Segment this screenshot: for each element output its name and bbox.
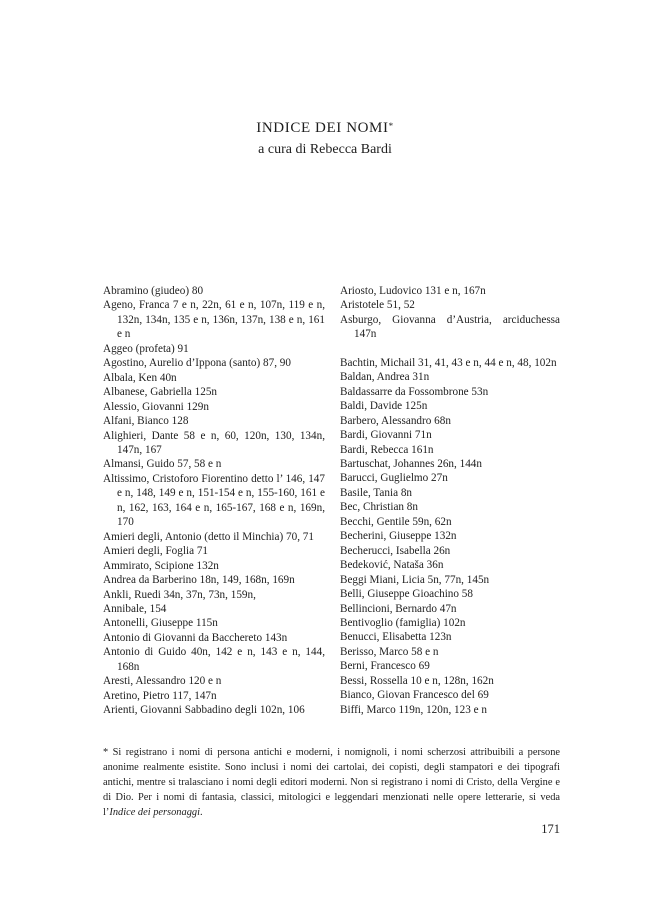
page-number: 171 <box>541 822 560 836</box>
index-entry: Berni, Francesco 69 <box>340 660 430 673</box>
footnote-italic-ref: Indice dei personaggi <box>109 807 200 818</box>
index-entry: Baldassarre da Fossombrone 53n <box>340 385 489 398</box>
index-entry: Bardi, Rebecca 161n <box>340 443 434 456</box>
index-entry: Alfani, Bianco 128 <box>103 415 189 428</box>
index-entry: Barbero, Alessandro 68n <box>340 414 451 427</box>
index-entry: Bartuschat, Johannes 26n, 144n <box>340 457 482 470</box>
footnote <box>103 745 560 820</box>
index-entry: Basile, Tania 8n <box>340 486 413 499</box>
index-entry: Aretino, Pietro 117, 147n <box>103 689 217 702</box>
index-entry: Bedeković, Nataša 36n <box>340 559 444 572</box>
index-entry: Antonio di Giovanni da Bacchereto 143n <box>103 631 288 644</box>
index-entry: Antonio di Guido 40n, 142 e n, 143 e n, 144, 168n <box>103 646 325 673</box>
index-entry: Beggi Miani, Licia 5n, 77n, 145n <box>340 573 490 586</box>
index-entry: Bentivoglio (famiglia) 102n <box>340 616 466 629</box>
title-footnote-mark: * <box>388 121 394 131</box>
index-entry: Ankli, Ruedi 34n, 37n, 73n, 159n, <box>103 588 256 601</box>
index-entry: Amieri degli, Foglia 71 <box>103 545 209 558</box>
index-entry: Abramino (giudeo) 80 <box>103 285 204 297</box>
index-entry: Bellincioni, Bernardo 47n <box>340 602 457 615</box>
index-entry: Albanese, Gabriella 125n <box>103 386 218 399</box>
index-entry: Becherini, Giuseppe 132n <box>340 530 457 543</box>
index-entry: Altissimo, Cristoforo Fiorentino detto l’ 146, 147 e n, 148, 149 e n, 151-154 e n, 155-160, 161 e n, 162, 163, 164 e n, 165-167, 168 e n, 169n, 170 <box>103 472 325 529</box>
index-column-right <box>340 284 560 717</box>
index-entry: Albala, Ken 40n <box>103 371 177 384</box>
index-entry: Arienti, Giovanni Sabbadino degli 102n, 106 <box>103 704 305 717</box>
index-entry: Bachtin, Michail 31, 41, 43 e n, 44 e n, 48, 102n <box>340 356 557 369</box>
index-entry: Baldan, Andrea 31n <box>340 371 430 384</box>
title-text: INDICE DEI NOMI <box>256 120 389 136</box>
index-entry: Benucci, Elisabetta 123n <box>340 631 452 644</box>
index-entry: Bardi, Giovanni 71n <box>340 429 432 442</box>
index-entry: Annibale, 154 <box>103 602 167 615</box>
index-entry: Ariosto, Ludovico 131 e n, 167n <box>340 285 486 297</box>
index-entry: Bessi, Rossella 10 e n, 128n, 162n <box>340 674 494 687</box>
page-subtitle: a cura di Rebecca Bardi <box>258 142 392 157</box>
index-entry: Barucci, Guglielmo 27n <box>340 472 448 485</box>
index-entry: Amieri degli, Antonio (detto il Minchia) 70, 71 <box>103 530 314 543</box>
index-entry: Becherucci, Isabella 26n <box>340 544 451 557</box>
index-column-left <box>103 284 325 718</box>
index-entry: Becchi, Gentile 59n, 62n <box>340 515 452 528</box>
index-entry: Baldi, Davide 125n <box>340 400 428 413</box>
index-entry: Aresti, Alessandro 120 e n <box>103 675 222 688</box>
index-entry: Almansi, Guido 57, 58 e n <box>103 458 222 471</box>
page-title <box>0 118 650 138</box>
index-entry: Bec, Christian 8n <box>340 501 418 514</box>
footnote-text: Si registrano i nomi di persona antichi e moderni, i nomignoli, i nomi scherzosi attribuibili a persone anonime realmente esistite. Sono inclusi i nomi dei cartolai, dei copisti, degli stampatori e dei tipografi antichi, mentre si tralasciano i nomi degli editori moderni. Non si registrano i nomi di Cristo, della Vergine e di Dio. Per i nomi di fantasia, classici, mitologici e leggendari menzionati nelle opere letterarie, si veda l’ <box>103 747 560 818</box>
footnote-mark: * <box>103 747 109 758</box>
footnote-end: . <box>199 807 203 818</box>
index-entry: Berisso, Marco 58 e n <box>340 645 439 658</box>
index-entry: Bianco, Giovan Francesco del 69 <box>340 689 489 702</box>
index-entry: Aggeo (profeta) 91 <box>103 342 189 355</box>
index-entry: Ammirato, Scipione 132n <box>103 559 219 572</box>
index-entry: Alighieri, Dante 58 e n, 60, 120n, 130, 134n, 147n, 167 <box>103 429 325 456</box>
index-entry: Asburgo, Giovanna d’Austria, arciduchessa 147n <box>340 313 560 341</box>
index-entry: Antonelli, Giuseppe 115n <box>103 617 218 630</box>
index-entry: Agostino, Aurelio d’Ippona (santo) 87, 90 <box>103 357 291 370</box>
index-entry: Alessio, Giovanni 129n <box>103 400 209 413</box>
index-entry: Andrea da Barberino 18n, 149, 168n, 169n <box>103 574 295 587</box>
index-entry: Biffi, Marco 119n, 120n, 123 e n <box>340 703 487 716</box>
index-entry: Belli, Giuseppe Gioachino 58 <box>340 588 473 601</box>
index-entry: Aristotele 51, 52 <box>340 299 415 312</box>
index-entry: Ageno, Franca 7 e n, 22n, 61 e n, 107n, 119 e n, 132n, 134n, 135 e n, 136n, 137n, 138 e n, 161 e n <box>103 299 325 341</box>
